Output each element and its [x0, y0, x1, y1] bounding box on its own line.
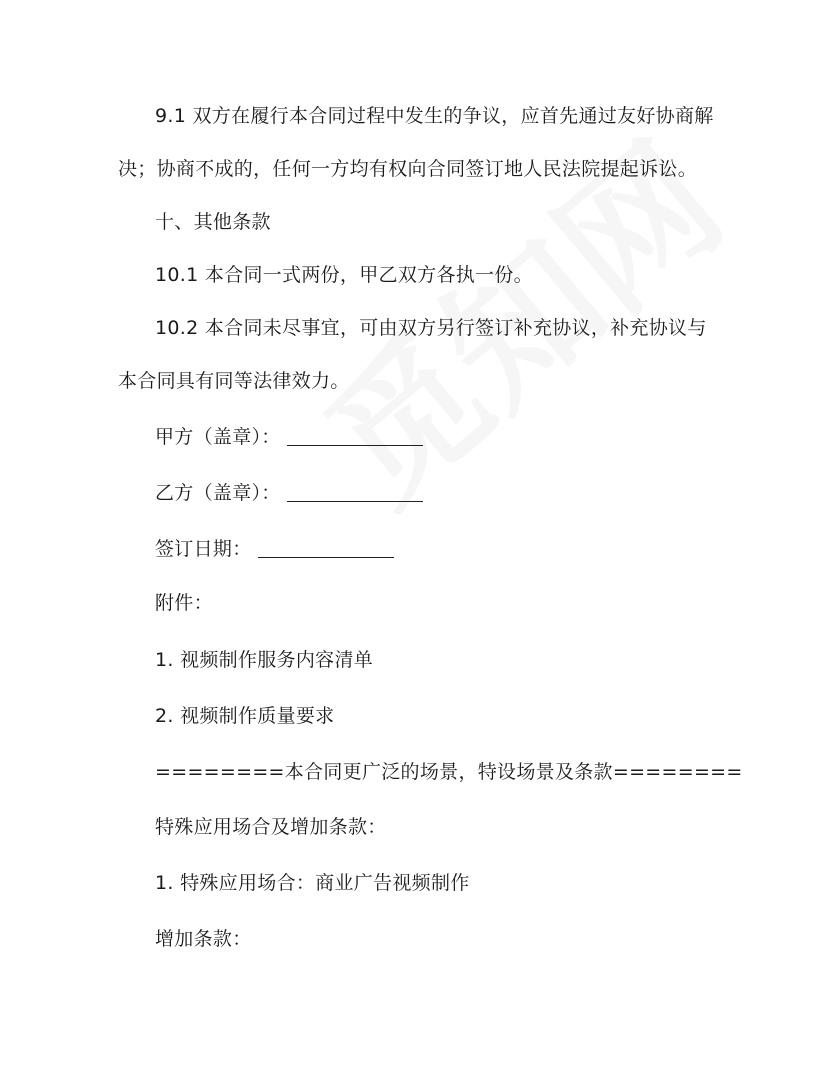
attachment-2: 2. 视频制作质量要求: [155, 705, 335, 727]
special-scenario-1: 1. 特殊应用场合：商业广告视频制作: [155, 872, 470, 894]
scenario-divider: ========本合同更广泛的场景，特设场景及条款========: [155, 761, 743, 783]
clause-10-2-line-1: 10.2 本合同未尽事宜，可由双方另行签订补充协议，补充协议与: [155, 317, 707, 339]
party-a-seal-row: [155, 425, 423, 449]
section-10-heading: 十、其他条款: [155, 211, 271, 233]
party-a-seal-label: 甲方（盖章）：: [155, 426, 281, 448]
clause-10-1: 10.1 本合同一式两份，甲乙双方各执一份。: [155, 264, 533, 286]
clause-9-1-line-1: 9.1 双方在履行本合同过程中发生的争议，应首先通过友好协商解: [155, 105, 714, 127]
clause-10-2-line-2: 本合同具有同等法律效力。: [118, 370, 350, 392]
party-b-seal-label: 乙方（盖章）：: [155, 482, 281, 504]
additional-clauses-heading: 增加条款：: [155, 928, 252, 950]
sign-date-label: 签订日期：: [155, 538, 252, 560]
attachments-heading: 附件：: [155, 592, 213, 614]
clause-9-1-line-2: 决；协商不成的，任何一方均有权向合同签订地人民法院提起诉讼。: [118, 158, 698, 180]
sign-date-blank[interactable]: [258, 539, 394, 558]
party-b-seal-row: [155, 481, 423, 505]
party-a-seal-blank[interactable]: [287, 427, 423, 446]
sign-date-row: [155, 537, 394, 561]
attachment-1: 1. 视频制作服务内容清单: [155, 649, 374, 671]
special-scenarios-heading: 特殊应用场合及增加条款：: [155, 816, 387, 838]
party-b-seal-blank[interactable]: [287, 483, 423, 502]
